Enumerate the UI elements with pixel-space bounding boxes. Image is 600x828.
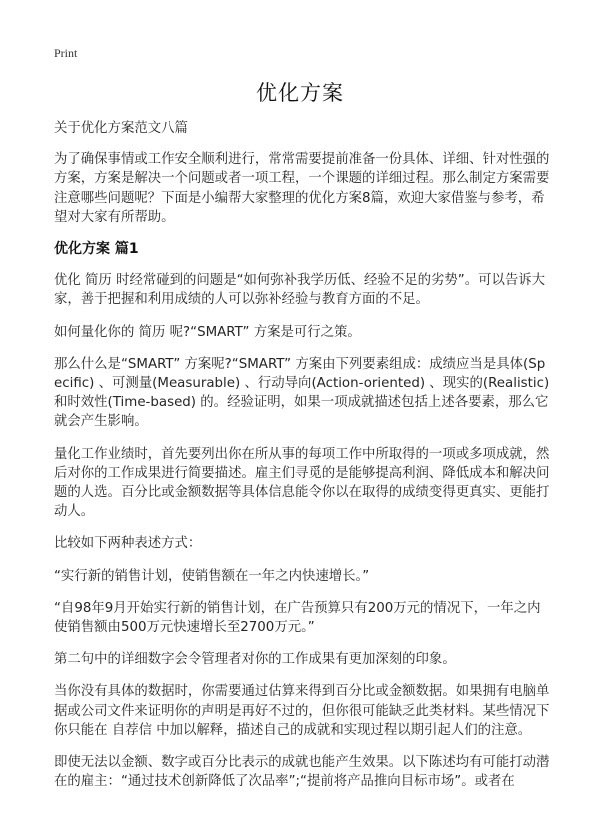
body-paragraph: 比较如下两种表述方式： xyxy=(54,536,202,552)
document-subtitle: 关于优化方案范文八篇 xyxy=(54,121,188,136)
body-paragraph: 当你没有具体的数据时，你需要通过估算来得到百分比或金额数据。如果拥有电脑单据或公司文件来证明你的声明是再好不过的，但你很可能缺乏此类材料。某些情况下你只能在 自荐信 中加以解释，描述自己的成就和实现过程以期引起人们的注意。 xyxy=(54,684,550,738)
section-heading: 优化方案 篇1 xyxy=(54,241,139,258)
print-label: Print xyxy=(54,46,78,60)
body-paragraph: “自98年9月开始实行新的销售计划，在广告预算只有200万元的情况下，一年之内使销售额由500万元快速增长至2700万元。” xyxy=(54,600,541,636)
body-paragraph: 那么什么是“SMART” 方案呢?“SMART” 方案由下列要素组成：成绩应当是具体(Specific) 、可测量(Measurable) 、行动导向(Action-oriented) 、现实的(Realistic) 和时效性(Time-based) 的。经验证明，如果一项成就描述包括上述各要素，那么它就会产生影响。 xyxy=(54,356,550,430)
body-paragraph: 量化工作业绩时，首先要列出你在所从事的每项工作中所取得的一项或多项成就，然后对你的工作成果进行简要描述。雇主们寻觅的是能够提高利润、降低成本和解决问题的人选。百分比或金额数据等具体信息能令你以在取得的成绩变得更真实、更能打动人。 xyxy=(54,446,550,520)
document-body xyxy=(54,119,550,804)
body-paragraph: 优化 简历 时经常碰到的问题是“如何弥补我学历低、经验不足的劣势”。可以告诉大家，善于把握和利用成绩的人可以弥补经验与教育方面的不足。 xyxy=(54,273,546,308)
body-paragraph: 如何量化你的 简历 呢?“SMART” 方案是可行之策。 xyxy=(54,324,361,340)
document-title: 优化方案 xyxy=(256,81,344,105)
body-paragraph: “实行新的销售计划，使销售额在一年之内快速增长。” xyxy=(54,568,370,584)
body-paragraph: 第二句中的详细数字会令管理者对你的工作成果有更加深刻的印象。 xyxy=(54,652,456,668)
intro-paragraph: 为了确保事情或工作安全顺利进行，常常需要提前准备一份具体、详细、针对性强的方案，方案是解决一个问题或者一项工程，一个课题的详细过程。那么制定方案需要注意哪些问题呢？下面是小编帮大家整理的优化方案8篇，欢迎大家借鉴与参考，希望对大家有所帮助。 xyxy=(54,152,550,225)
body-paragraph: 即使无法以金额、数字或百分比表示的成就也能产生效果。以下陈述均有可能打动潜在的雇主：“通过技术创新降低了次品率”;“提前将产品推向目标市场”。或者在 xyxy=(54,755,550,790)
